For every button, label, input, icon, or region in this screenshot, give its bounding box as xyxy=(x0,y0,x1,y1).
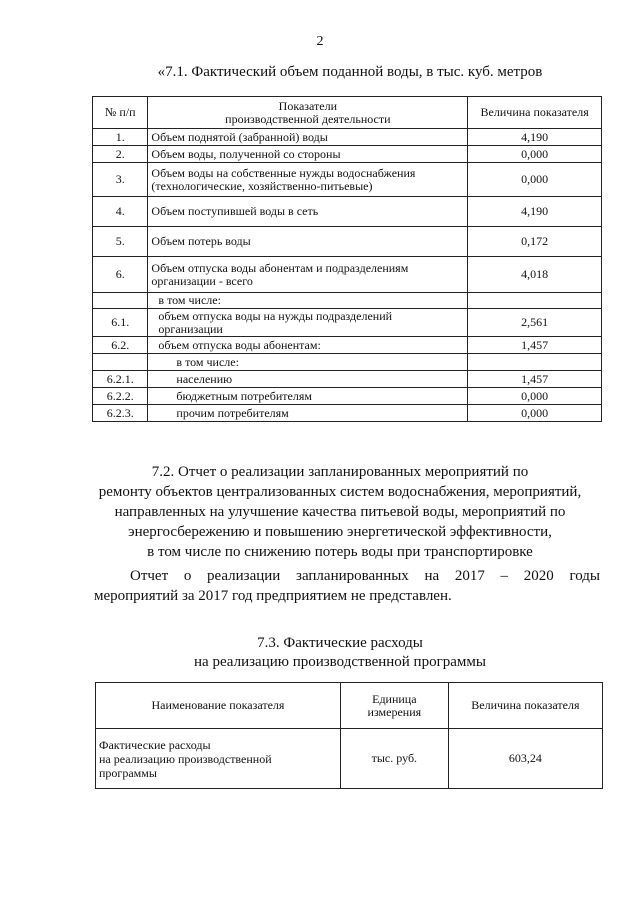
section-7-2-title-line: энергосбережению и повышению энергетической эффективности, xyxy=(128,524,552,540)
paragraph-line2: мероприятий за 2017 год предприятием не представлен. xyxy=(94,588,452,604)
row-name: прочим потребителям xyxy=(148,405,468,422)
table-row xyxy=(93,354,602,371)
row-name-line2: (технологические, хозяйственно-питьевые) xyxy=(151,178,373,193)
row-name-line1: Фактические расходы xyxy=(99,737,211,752)
table-row xyxy=(93,293,602,309)
header-unit xyxy=(340,683,448,729)
table-row xyxy=(96,729,603,789)
section-7-2-title-line: 7.2. Отчет о реализации запланированных мероприятий по xyxy=(151,464,529,480)
row-value xyxy=(468,354,602,371)
row-num xyxy=(93,354,148,371)
table-row xyxy=(93,146,602,163)
table-row xyxy=(93,337,602,354)
row-name: Объем воды, полученной со стороны xyxy=(148,146,468,163)
row-value: 603,24 xyxy=(448,729,602,789)
row-name xyxy=(96,729,341,789)
row-num: 6. xyxy=(93,257,148,293)
header-unit-line2: измерения xyxy=(367,704,422,719)
row-name: населению xyxy=(148,371,468,388)
table-header-row xyxy=(93,97,602,129)
row-name: бюджетным потребителям xyxy=(148,388,468,405)
section-7-2-title-line: направленных на улучшение качества питьевой воды, мероприятий по xyxy=(114,504,566,520)
row-name: Объем потерь воды xyxy=(148,227,468,257)
row-name xyxy=(148,163,468,197)
row-name-line1: Объем воды на собственные нужды водоснабжения xyxy=(151,165,416,180)
row-value: 0,000 xyxy=(468,146,602,163)
row-unit: тыс. руб. xyxy=(340,729,448,789)
row-num: 5. xyxy=(93,227,148,257)
row-value: 0,172 xyxy=(468,227,602,257)
section-7-3-title-line1: 7.3. Фактические расходы xyxy=(257,635,423,651)
header-indicators xyxy=(148,97,468,129)
section-7-2-title-line: ремонту объектов централизованных систем водоснабжения, мероприятий, xyxy=(98,484,582,500)
page-number: 2 xyxy=(316,34,324,49)
section-7-3-title-line2: на реализацию производственной программы xyxy=(194,654,486,670)
row-value: 4,190 xyxy=(468,197,602,227)
row-num: 2. xyxy=(93,146,148,163)
section-7-2-title xyxy=(60,462,620,562)
table-row xyxy=(93,388,602,405)
row-value: 4,018 xyxy=(468,257,602,293)
row-name xyxy=(148,309,468,337)
row-name-line1: Объем отпуска воды абонентам и подразделениям xyxy=(151,260,409,275)
section-7-1-title: «7.1. Фактический объем поданной воды, в тыс. куб. метров xyxy=(157,64,543,80)
row-value: 1,457 xyxy=(468,371,602,388)
row-num: 6.2.3. xyxy=(93,405,148,422)
row-name-line2: организации - всего xyxy=(151,273,253,288)
table-row xyxy=(93,309,602,337)
header-name: Наименование показателя xyxy=(96,683,341,729)
table-header-row xyxy=(96,683,603,729)
row-num: 6.2. xyxy=(93,337,148,354)
table-row xyxy=(93,405,602,422)
row-name: объем отпуска воды абонентам: xyxy=(148,337,468,354)
row-name-line3: программы xyxy=(99,765,157,780)
row-value: 2,561 xyxy=(468,309,602,337)
row-num: 6.2.2. xyxy=(93,388,148,405)
row-value: 1,457 xyxy=(468,337,602,354)
header-indicators-line2: производственной деятельности xyxy=(225,111,391,126)
row-name xyxy=(148,257,468,293)
row-name: Объем поступившей воды в сеть xyxy=(148,197,468,227)
table-row xyxy=(93,129,602,146)
row-num: 3. xyxy=(93,163,148,197)
row-num: 6.1. xyxy=(93,309,148,337)
row-name-line2: на реализацию производственной xyxy=(99,751,272,766)
expenses-table xyxy=(95,682,603,789)
row-num: 1. xyxy=(93,129,148,146)
row-num: 6.2.1. xyxy=(93,371,148,388)
header-value: Величина показателя xyxy=(448,683,602,729)
paragraph-line1: Отчет о реализации запланированных на 2017 – 2020 годы xyxy=(130,568,600,584)
row-value xyxy=(468,293,602,309)
row-name-line2: организации xyxy=(158,321,223,336)
row-name-line1: объем отпуска воды на нужды подразделений xyxy=(158,308,393,323)
table-row xyxy=(93,227,602,257)
section-7-2-paragraph xyxy=(94,566,600,606)
row-value: 0,000 xyxy=(468,163,602,197)
header-num: № п/п xyxy=(93,97,148,129)
table-row xyxy=(93,371,602,388)
row-name: в том числе: xyxy=(148,293,468,309)
row-num xyxy=(93,293,148,309)
row-value: 4,190 xyxy=(468,129,602,146)
table-row xyxy=(93,257,602,293)
row-value: 0,000 xyxy=(468,388,602,405)
table-row xyxy=(93,197,602,227)
row-value: 0,000 xyxy=(468,405,602,422)
header-unit-line1: Единица xyxy=(372,691,417,706)
row-name: Объем поднятой (забранной) воды xyxy=(148,129,468,146)
section-7-3-title xyxy=(60,634,620,672)
header-value: Величина показателя xyxy=(468,97,602,129)
section-7-2-title-line: в том числе по снижению потерь воды при транспортировке xyxy=(147,544,533,560)
row-num: 4. xyxy=(93,197,148,227)
water-volume-table xyxy=(92,96,602,422)
row-name: в том числе: xyxy=(148,354,468,371)
table-row xyxy=(93,163,602,197)
header-indicators-line1: Показатели xyxy=(278,98,338,113)
